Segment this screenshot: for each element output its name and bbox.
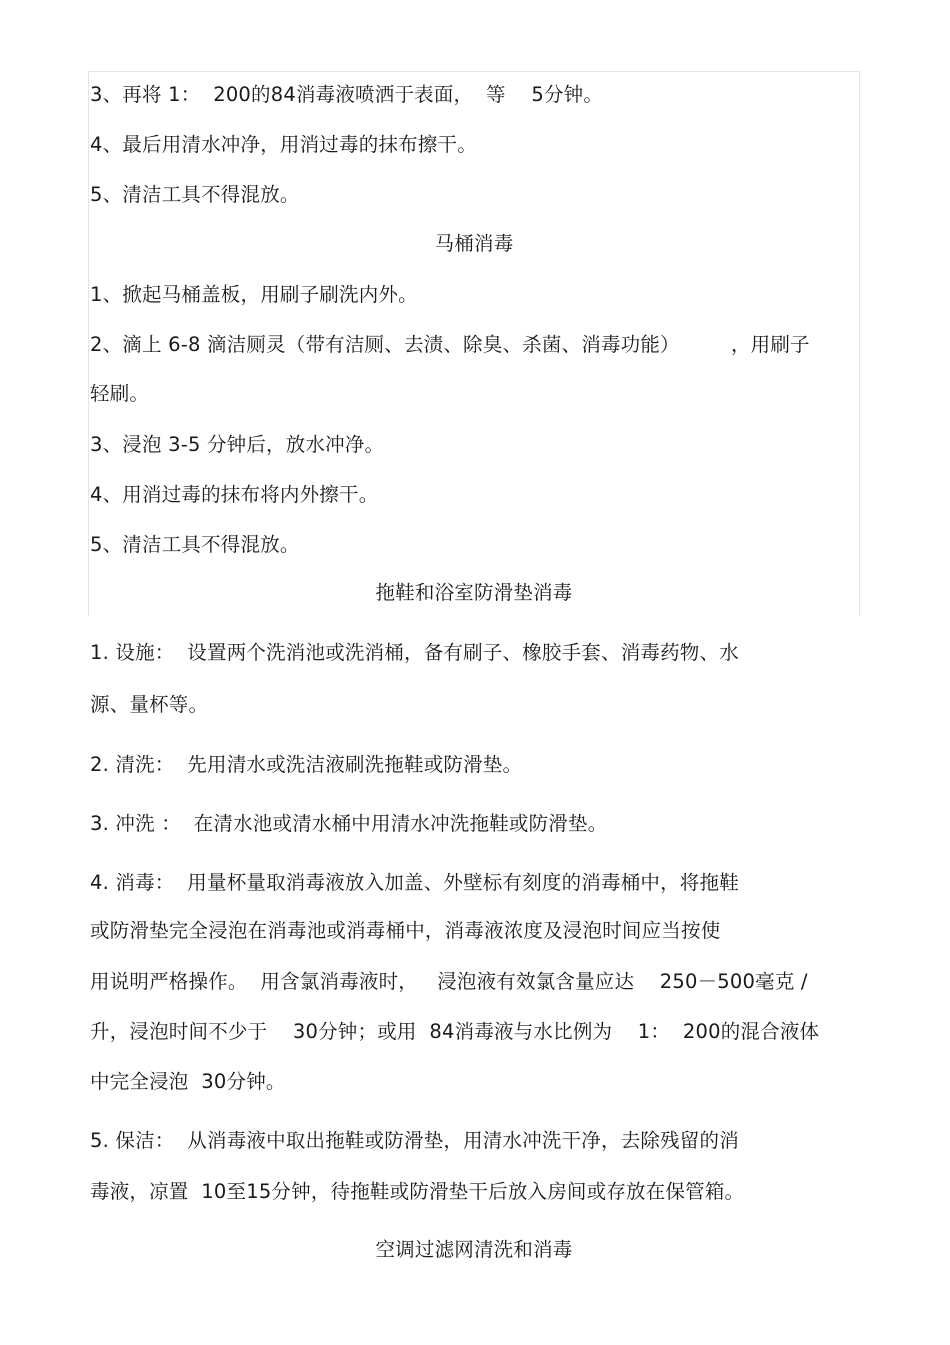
paragraph-line: 用说明严格操作。 用含氯消毒液时， 浸泡液有效氯含量应达 250－500毫克 / bbox=[90, 970, 808, 993]
section-heading-slippers: 拖鞋和浴室防滑垫消毒 bbox=[375, 581, 573, 604]
step-line: 5、清洁工具不得混放。 bbox=[90, 533, 300, 556]
paragraph-line: 毒液，凉置 10至15分钟，待拖鞋或防滑垫干后放入房间或存放在保管箱。 bbox=[90, 1180, 745, 1203]
step-line: 5、清洁工具不得混放。 bbox=[90, 183, 300, 206]
step-line: 4、最后用清水冲净，用消过毒的抹布擦干。 bbox=[90, 133, 477, 156]
step-line: 1、掀起马桶盖板，用刷子刷洗内外。 bbox=[90, 283, 418, 306]
step-line: 2、滴上 6-8 滴洁厕灵（带有洁厕、去渍、除臭、杀菌、消毒功能） ，用刷子 bbox=[90, 333, 810, 356]
paragraph-line: 1. 设施： 设置两个洗消池或洗消桶，备有刷子、橡胶手套、消毒药物、水 bbox=[90, 641, 739, 664]
step-line: 4、用消过毒的抹布将内外擦干。 bbox=[90, 483, 379, 506]
section-heading-aircon: 空调过滤网清洗和消毒 bbox=[375, 1238, 573, 1261]
paragraph-line: 或防滑垫完全浸泡在消毒池或消毒桶中，消毒液浓度及浸泡时间应当按使 bbox=[90, 919, 721, 942]
paragraph-line: 3. 冲洗 ： 在清水池或清水桶中用清水冲洗拖鞋或防滑垫。 bbox=[90, 812, 608, 835]
paragraph-line: 源、量杯等。 bbox=[90, 693, 209, 716]
step-line: 3、再将 1： 200的84消毒液喷洒于表面， 等 5分钟。 bbox=[90, 83, 604, 106]
step-line: 3、浸泡 3-5 分钟后，放水冲净。 bbox=[90, 433, 385, 456]
paragraph-line: 5. 保洁： 从消毒液中取出拖鞋或防滑垫，用清水冲洗干净，去除残留的消 bbox=[90, 1129, 739, 1152]
paragraph-line: 2. 清洗： 先用清水或洗洁液刷洗拖鞋或防滑垫。 bbox=[90, 753, 523, 776]
step-line: 轻刷。 bbox=[90, 382, 150, 405]
paragraph-line: 4. 消毒： 用量杯量取消毒液放入加盖、外壁标有刻度的消毒桶中，将拖鞋 bbox=[90, 871, 739, 894]
paragraph-line: 升，浸泡时间不少于 30分钟；或用 84消毒液与水比例为 1： 200的混合液体 bbox=[90, 1020, 820, 1043]
paragraph-line: 中完全浸泡 30分钟。 bbox=[90, 1070, 286, 1093]
section-heading-toilet: 马桶消毒 bbox=[434, 232, 514, 255]
